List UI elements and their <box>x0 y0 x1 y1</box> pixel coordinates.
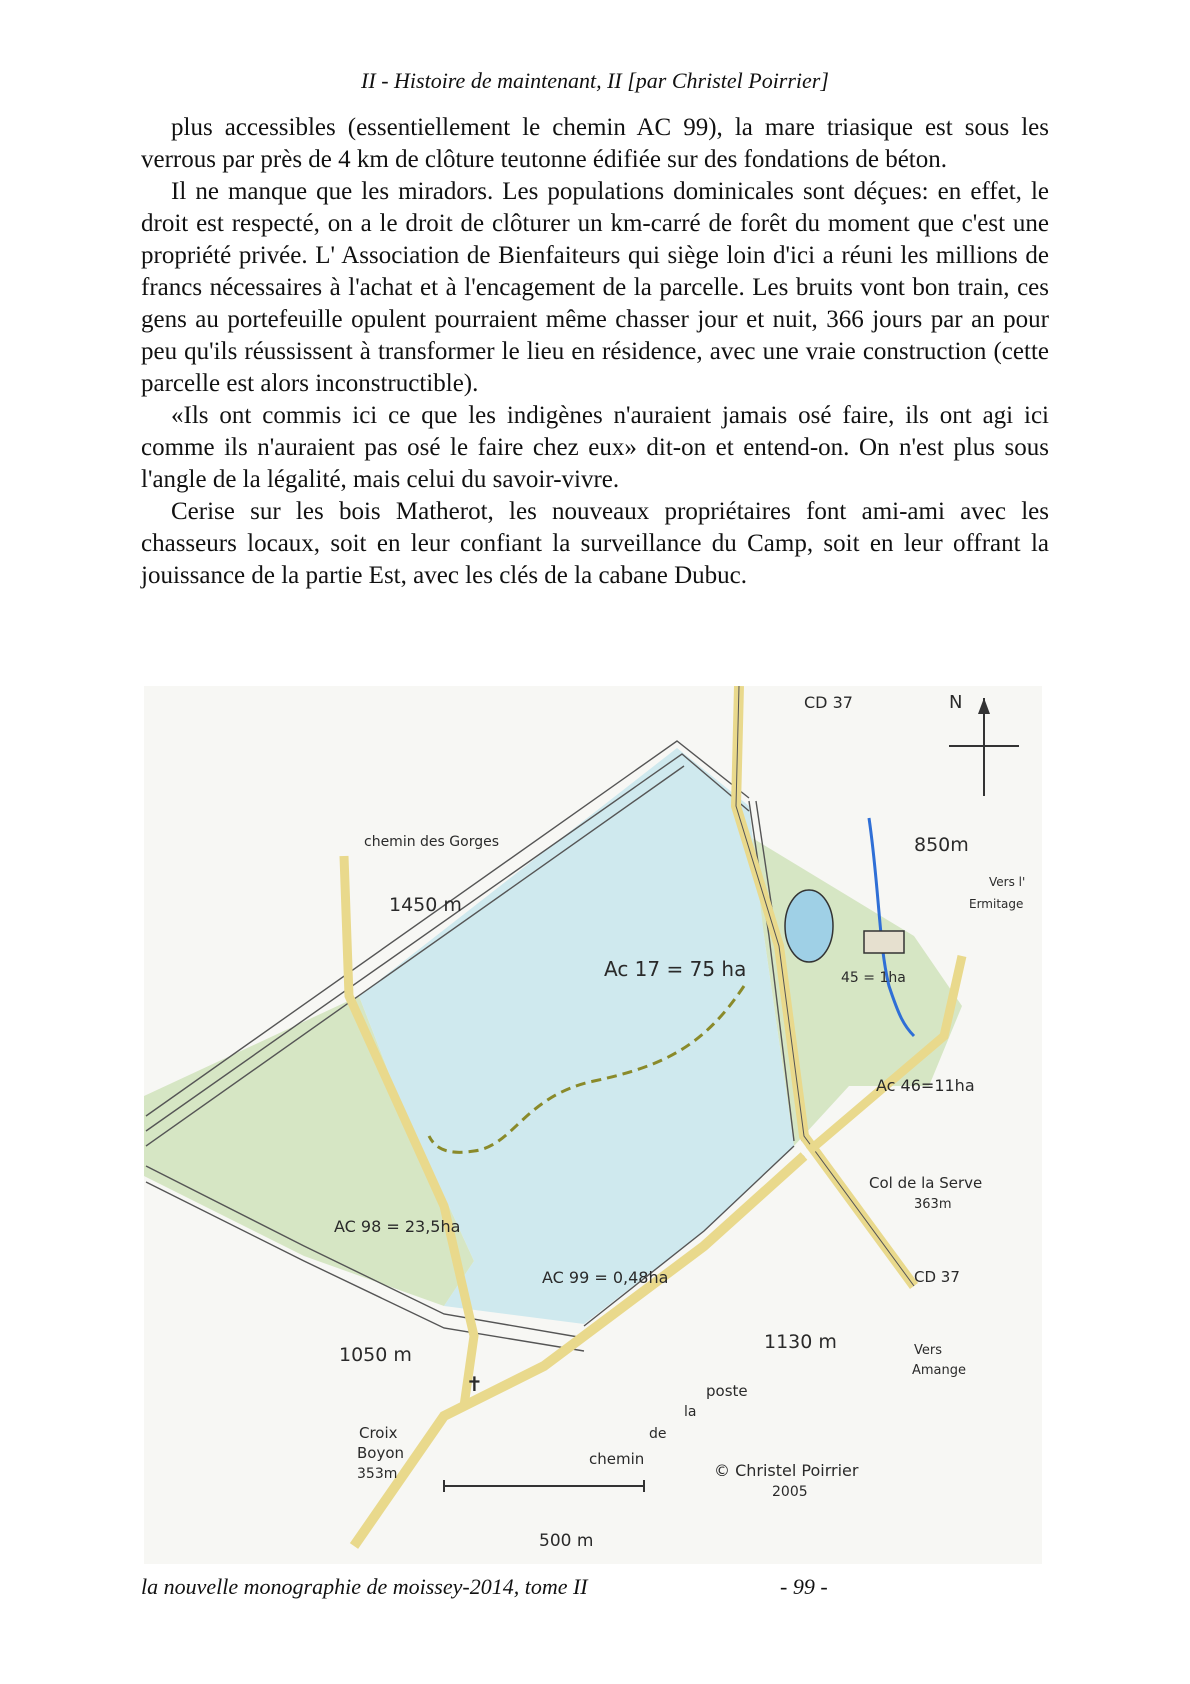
label-dist-1130: 1130 m <box>764 1331 837 1353</box>
label-vers-ermitage-1: Vers l' <box>989 875 1026 889</box>
hand-drawn-map <box>144 686 1042 1564</box>
label-col-altitude: 363m <box>914 1197 952 1212</box>
label-poste: poste <box>706 1382 748 1400</box>
page-number: - 99 - <box>780 1574 828 1599</box>
label-dist-850: 850m <box>914 834 969 856</box>
label-col-de-la-serve: Col de la Serve <box>869 1174 983 1192</box>
label-ac98: AC 98 = 23,5ha <box>334 1217 461 1236</box>
label-croix-2: Boyon <box>357 1444 405 1462</box>
footer-title: la nouvelle monographie de moissey-2014, tome II <box>141 1574 588 1599</box>
map-canvas <box>144 686 1042 1564</box>
running-title: II - Histoire de maintenant, II [par Christel Poirrier] <box>361 68 829 93</box>
paragraph-2: Il ne manque que les miradors. Les populations dominicales sont déçues: en effet, le droit est respecté, on a le droit de clôturer un km-carré de forêt du moment que c'est une propriété privée. L' Association de Bienfaiteurs qui siège loin d'ici a réuni les millions de francs nécessaires à l'achat et à l'encagement de la parcelle. Les bruits vont bon train, ces gens au portefeuille opulent pourraient même chasser jour et nuit, 366 jours par an pour peu qu'ils réussissent à transformer le lieu en résidence, avec une vraie construction (cette parcelle est alors inconstructible). <box>141 178 1049 397</box>
label-vers-amange-2: Amange <box>912 1363 967 1378</box>
label-cd37-bottom: CD 37 <box>914 1268 960 1286</box>
paragraph-3: «Ils ont commis ici ce que les indigènes n'auraient jamais osé faire, ils ont agi ici comme ils n'auraient pas osé le faire chez eux» dit-on et entend-on. On n'est plus sous l'angle de la légalité, mais celui du savoir-vivre. <box>141 402 1049 493</box>
label-cd37-top: CD 37 <box>804 693 853 712</box>
label-chemin-des-gorges: chemin des Gorges <box>364 834 499 850</box>
label-ac99: AC 99 = 0,48ha <box>542 1268 669 1287</box>
label-copyright: © Christel Poirrier <box>714 1461 859 1480</box>
label-croix-1: Croix <box>359 1424 398 1442</box>
paragraph-1: plus accessibles (essentiellement le chemin AC 99), la mare triasique est sous les verrous par près de 4 km de clôture teutonne édifiée sur des fondations de béton. <box>141 114 1049 173</box>
label-ac45: 45 = 1ha <box>841 970 906 986</box>
body-text <box>141 112 1049 592</box>
label-vers-ermitage-2: Ermitage <box>969 897 1024 911</box>
cross-icon: ✝ <box>466 1372 483 1396</box>
pond-ac45 <box>785 890 833 962</box>
label-dist-1450: 1450 m <box>389 894 462 916</box>
label-dist-1050: 1050 m <box>339 1344 412 1366</box>
label-croix-3: 353m <box>357 1466 398 1482</box>
label-la: la <box>684 1404 697 1420</box>
label-scale: 500 m <box>539 1531 594 1551</box>
label-copyright-year: 2005 <box>772 1484 808 1500</box>
label-vers-amange-1: Vers <box>914 1343 942 1358</box>
label-ac17: Ac 17 = 75 ha <box>604 957 747 981</box>
label-de: de <box>649 1426 667 1442</box>
label-north: N <box>949 692 963 713</box>
label-chemin: chemin <box>589 1450 645 1468</box>
label-ac46: Ac 46=11ha <box>876 1076 975 1095</box>
paragraph-4: Cerise sur les bois Matherot, les nouveaux propriétaires font ami-ami avec les chasseurs locaux, soit en leur confiant la surveillance du Camp, soit en leur offrant la jouissance de la partie Est, avec les clés de la cabane Dubuc. <box>141 498 1049 589</box>
cabane-dubuc <box>864 931 904 953</box>
